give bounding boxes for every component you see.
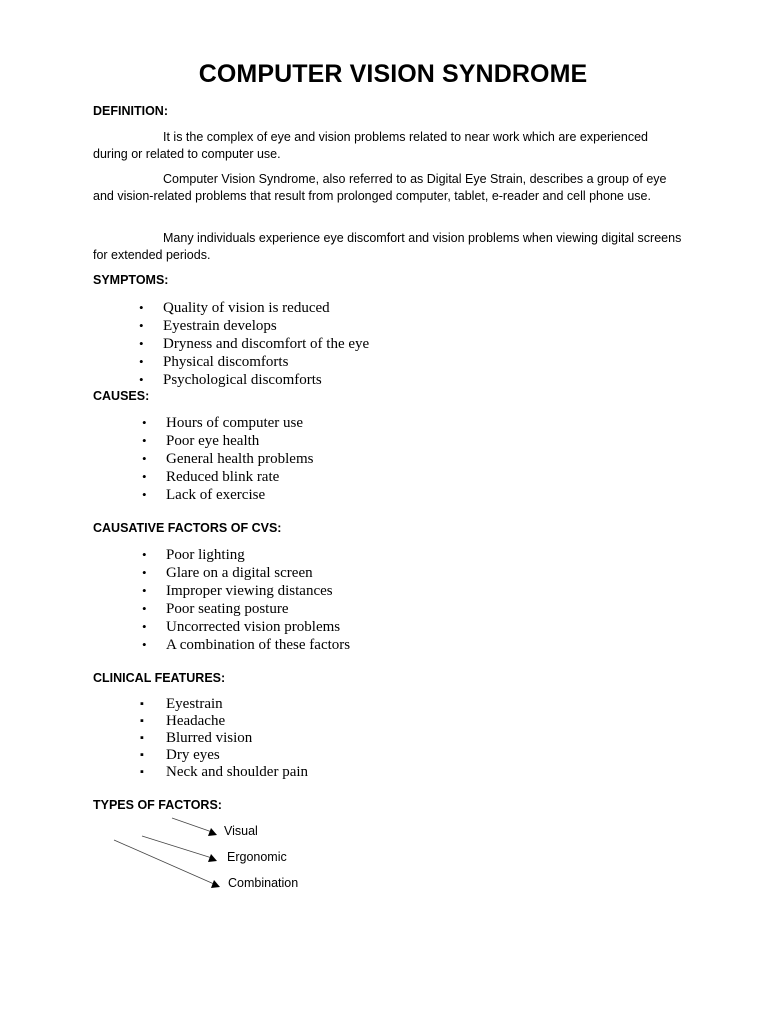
- list-item: ▪ Dry eyes: [140, 747, 220, 763]
- list-item: • Poor lighting: [142, 547, 245, 563]
- page-title: COMPUTER VISION SYNDROME: [198, 60, 588, 88]
- bullet-icon: •: [142, 601, 147, 616]
- list-item: ▪ Headache: [140, 713, 226, 729]
- types-of-factors-heading: TYPES OF FACTORS:: [93, 798, 222, 812]
- definition-text-1: It is the complex of eye and vision problems related to near work which are experienced during or related to computer use.: [93, 130, 648, 161]
- square-bullet-icon: ▪: [140, 732, 144, 744]
- list-item: • A combination of these factors: [142, 637, 351, 653]
- bullet-icon: •: [142, 637, 147, 652]
- list-item: • Poor eye health: [142, 433, 260, 449]
- square-bullet-icon: ▪: [140, 749, 144, 761]
- arrow-line-ergonomic: [142, 836, 212, 858]
- arrow-head-icon: [208, 828, 217, 836]
- list-item: • General health problems: [142, 451, 314, 467]
- arrow-head-icon: [211, 880, 220, 888]
- bullet-icon: •: [142, 619, 147, 634]
- bullet-icon: •: [139, 336, 144, 351]
- list-item: • Eyestrain develops: [139, 318, 277, 334]
- causes-heading: CAUSES:: [93, 389, 150, 403]
- list-item: • Hours of computer use: [142, 415, 304, 431]
- list-item: ▪ Blurred vision: [140, 730, 253, 746]
- bullet-icon: •: [139, 300, 144, 315]
- list-item: ▪ Eyestrain: [140, 696, 223, 712]
- bullet-icon: •: [142, 433, 147, 448]
- bullet-icon: •: [142, 415, 147, 430]
- square-bullet-icon: ▪: [140, 698, 144, 710]
- bullet-icon: •: [142, 565, 147, 580]
- bullet-icon: •: [142, 451, 147, 466]
- definition-text-3: Many individuals experience eye discomfort and vision problems when viewing digital screens for extended periods.: [93, 231, 682, 262]
- list-item: • Physical discomforts: [139, 354, 289, 370]
- bullet-icon: •: [142, 469, 147, 484]
- bullet-icon: •: [139, 372, 144, 387]
- definition-text-2: Computer Vision Syndrome, also referred to as Digital Eye Strain, describes a group of eye and vision-related problems that result from prolonged computer, tablet, e-reader and cell phone use.: [93, 172, 667, 203]
- factor-combination: Combination: [228, 876, 299, 890]
- bullet-icon: •: [142, 547, 147, 562]
- list-item: • Lack of exercise: [142, 487, 266, 503]
- bullet-icon: •: [142, 487, 147, 502]
- arrow-head-icon: [208, 854, 217, 862]
- arrow-line-combination: [114, 840, 214, 884]
- bullet-icon: •: [139, 318, 144, 333]
- factor-ergonomic: Ergonomic: [227, 850, 287, 864]
- factor-visual: Visual: [224, 824, 258, 838]
- list-item: ▪ Neck and shoulder pain: [140, 764, 309, 780]
- causative-factors-heading: CAUSATIVE FACTORS OF CVS:: [93, 521, 282, 535]
- symptoms-heading: SYMPTOMS:: [93, 273, 169, 287]
- definition-heading: DEFINITION:: [93, 104, 168, 118]
- list-item: • Uncorrected vision problems: [142, 619, 341, 635]
- arrow-line-visual: [172, 818, 212, 832]
- list-item: • Dryness and discomfort of the eye: [139, 336, 370, 352]
- square-bullet-icon: ▪: [140, 715, 144, 727]
- bullet-icon: •: [142, 583, 147, 598]
- list-item: • Poor seating posture: [142, 601, 289, 617]
- list-item: • Psychological discomforts: [139, 372, 322, 388]
- square-bullet-icon: ▪: [140, 766, 144, 778]
- clinical-features-heading: CLINICAL FEATURES:: [93, 671, 226, 685]
- list-item: • Quality of vision is reduced: [139, 300, 330, 316]
- list-item: • Glare on a digital screen: [142, 565, 313, 581]
- bullet-icon: •: [139, 354, 144, 369]
- list-item: • Improper viewing distances: [142, 583, 333, 599]
- list-item: • Reduced blink rate: [142, 469, 280, 485]
